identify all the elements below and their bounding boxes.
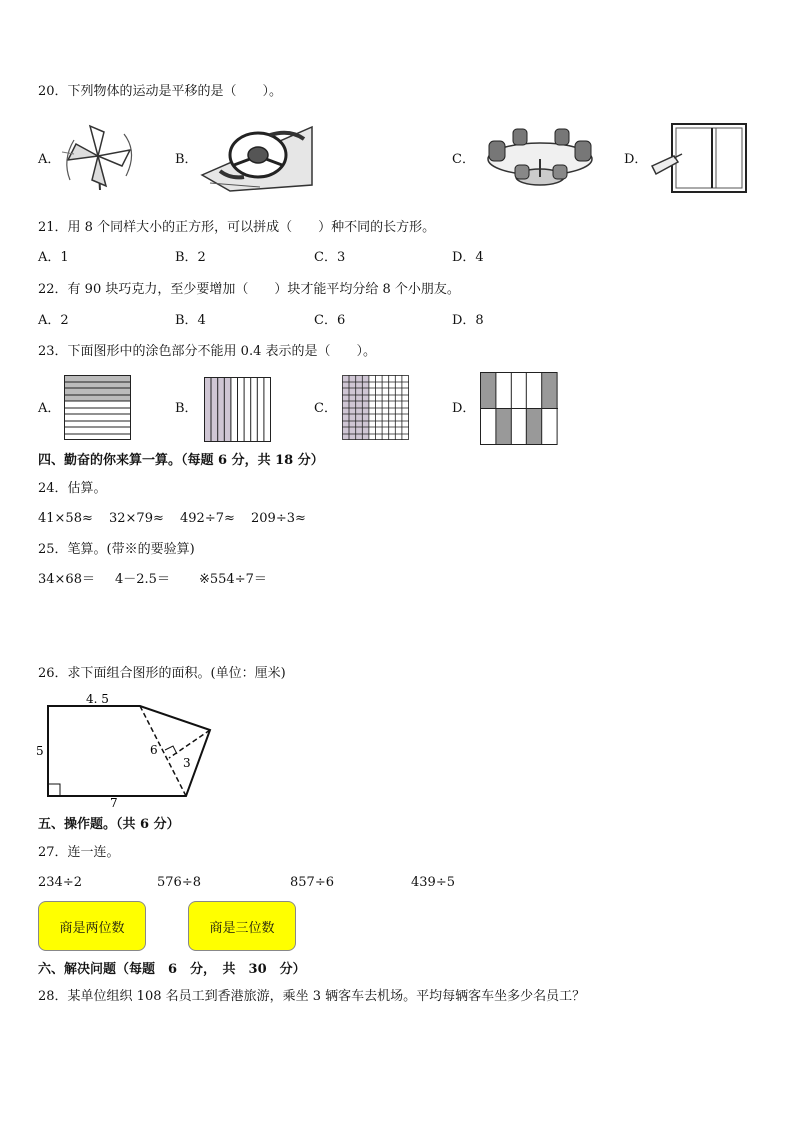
q22-option-b[interactable]: B．4 <box>175 313 206 328</box>
q24-item-2: 32×79≈ <box>109 511 164 526</box>
q23-figure-c <box>342 375 410 441</box>
q24-item-1: 41×58≈ <box>38 511 93 526</box>
q25-item-3: ※554÷7＝ <box>199 572 267 587</box>
section6-title: 六、解决问题（每题 6 分， 共 30 分） <box>38 962 306 977</box>
pinwheel-image <box>60 120 140 192</box>
q21-option-a[interactable]: A．1 <box>38 250 69 265</box>
q21-text: 21．用 8 个同样大小的正方形，可以拼成（ ）种不同的长方形。 <box>38 220 436 235</box>
carousel-image <box>475 125 605 193</box>
q27-item-1[interactable]: 234÷2 <box>38 875 82 890</box>
q22-option-a[interactable]: A．2 <box>38 313 69 328</box>
q21-option-c[interactable]: C．3 <box>314 250 346 265</box>
q20-option-a[interactable]: A． <box>38 152 61 167</box>
label-bottom: 7 <box>110 796 118 810</box>
section4-title: 四、勤奋的你来算一算。（每题 6 分，共 18 分） <box>38 453 324 468</box>
q21-option-b[interactable]: B．2 <box>175 250 206 265</box>
q24-item-4: 209÷3≈ <box>251 511 306 526</box>
section5-title: 五、操作题。（共 6 分） <box>38 817 180 832</box>
q27-item-3[interactable]: 857÷6 <box>290 875 334 890</box>
steering-wheel-image <box>200 125 315 193</box>
q20-option-d[interactable]: D． <box>624 152 648 167</box>
q23-figure-d <box>480 372 558 446</box>
q23-option-b[interactable]: B． <box>175 401 198 416</box>
q22-text: 22．有 90 块巧克力，至少要增加（ ）块才能平均分给 8 个小朋友。 <box>38 282 460 297</box>
q25-item-2: 4－2.5＝ <box>115 572 170 587</box>
q25-text: 25．笔算。(带※的要验算) <box>38 542 195 557</box>
label-top: 4. 5 <box>86 692 109 706</box>
q20-text: 20．下列物体的运动是平移的是（ ）。 <box>38 84 283 99</box>
label-left: 5 <box>36 744 44 758</box>
q20-option-c[interactable]: C． <box>452 152 475 167</box>
q27-item-2[interactable]: 576÷8 <box>157 875 201 890</box>
label-height: 3 <box>183 756 191 770</box>
q22-option-d[interactable]: D．8 <box>452 313 484 328</box>
bubble-three-digit[interactable]: 商是三位数 <box>188 901 296 951</box>
q22-option-c[interactable]: C．6 <box>314 313 346 328</box>
q23-figure-b <box>204 377 272 443</box>
q23-option-a[interactable]: A． <box>38 401 61 416</box>
sliding-window-image <box>648 122 748 194</box>
q21-option-d[interactable]: D．4 <box>452 250 484 265</box>
q20-option-b[interactable]: B． <box>175 152 198 167</box>
bubble-two-digit[interactable]: 商是两位数 <box>38 901 146 951</box>
q23-option-c[interactable]: C． <box>314 401 337 416</box>
q24-text: 24．估算。 <box>38 481 107 496</box>
q27-item-4[interactable]: 439÷5 <box>411 875 455 890</box>
q24-item-3: 492÷7≈ <box>180 511 235 526</box>
q23-option-d[interactable]: D． <box>452 401 476 416</box>
q23-figure-a <box>64 375 132 441</box>
label-diag: 6 <box>150 743 158 757</box>
q28-text: 28．某单位组织 108 名员工到香港旅游，乘坐 3 辆客车去机场。平均每辆客车坐多少名员工？ <box>38 989 586 1004</box>
q27-text: 27．连一连。 <box>38 845 120 860</box>
q26-text: 26．求下面组合图形的面积。(单位：厘米) <box>38 666 286 681</box>
q23-text: 23．下面图形中的涂色部分不能用 0.4 表示的是（ ）。 <box>38 344 376 359</box>
q25-item-1: 34×68＝ <box>38 572 95 587</box>
composite-shape-figure <box>32 688 232 810</box>
